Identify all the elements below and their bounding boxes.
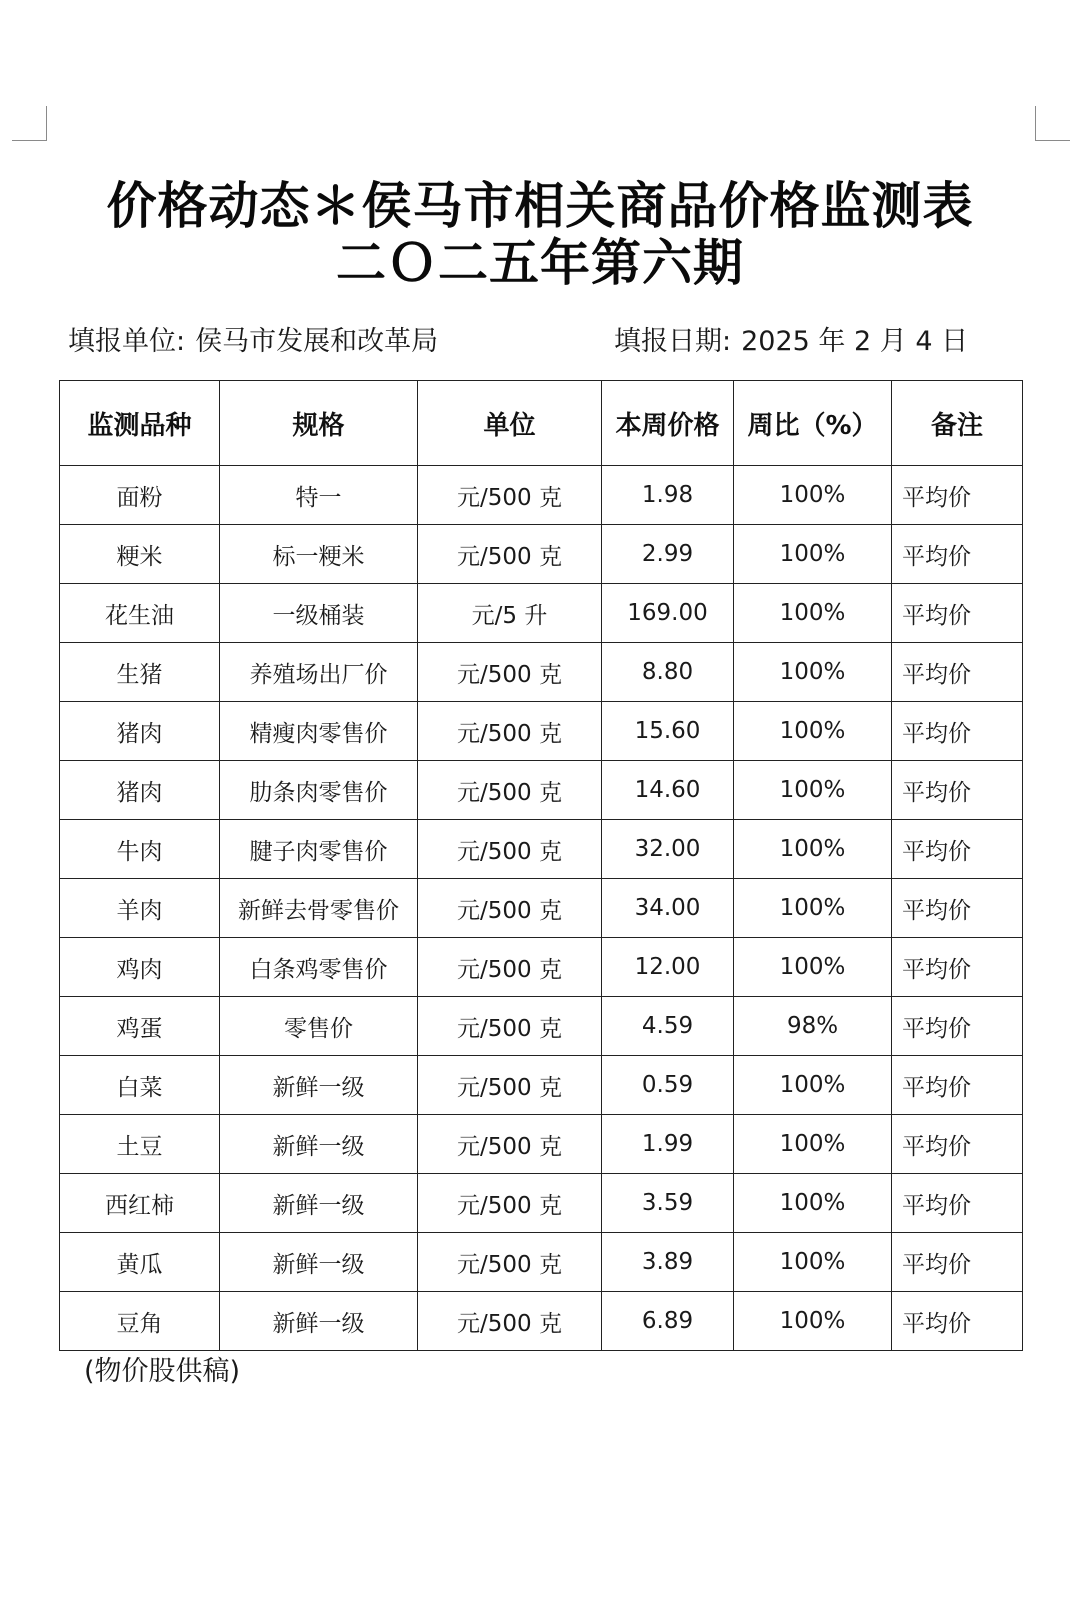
- cell-category: 生猪: [60, 643, 220, 702]
- reporting-date: [614, 322, 968, 362]
- cell-category: 牛肉: [60, 820, 220, 879]
- table-row: [60, 938, 1023, 997]
- cell-week-ratio: 100%: [734, 1115, 892, 1174]
- cell-unit: 元/500 克: [418, 938, 602, 997]
- cell-note: 平均价: [892, 466, 1023, 525]
- cell-price: 2.99: [602, 525, 734, 584]
- table-header-row: [60, 381, 1023, 466]
- cell-note: 平均价: [892, 997, 1023, 1056]
- cell-note: 平均价: [892, 879, 1023, 938]
- reporting-date-value: 2025 年 2 月 4 日: [741, 326, 969, 357]
- cell-spec: 腱子肉零售价: [220, 820, 418, 879]
- cell-category: 豆角: [60, 1292, 220, 1351]
- cell-unit: 元/500 克: [418, 702, 602, 761]
- cell-spec: 一级桶装: [220, 584, 418, 643]
- cell-price: 3.89: [602, 1233, 734, 1292]
- cell-category: 鸡蛋: [60, 997, 220, 1056]
- table-row: [60, 1233, 1023, 1292]
- cell-unit: 元/500 克: [418, 466, 602, 525]
- cell-week-ratio: 98%: [734, 997, 892, 1056]
- cell-unit: 元/500 克: [418, 820, 602, 879]
- cell-category: 猪肉: [60, 702, 220, 761]
- cell-spec: 标一粳米: [220, 525, 418, 584]
- table-row: [60, 1292, 1023, 1351]
- cell-unit: 元/500 克: [418, 1056, 602, 1115]
- cell-price: 4.59: [602, 997, 734, 1056]
- cell-price: 1.99: [602, 1115, 734, 1174]
- cell-week-ratio: 100%: [734, 1174, 892, 1233]
- cell-week-ratio: 100%: [734, 1233, 892, 1292]
- cell-unit: 元/500 克: [418, 643, 602, 702]
- cell-price: 14.60: [602, 761, 734, 820]
- cell-unit: 元/500 克: [418, 1233, 602, 1292]
- reporting-unit-value: 侯马市发展和改革局: [195, 326, 439, 357]
- cell-price: 34.00: [602, 879, 734, 938]
- cell-spec: 肋条肉零售价: [220, 761, 418, 820]
- table-row: [60, 1056, 1023, 1115]
- cell-unit: 元/5 升: [418, 584, 602, 643]
- cell-price: 1.98: [602, 466, 734, 525]
- header-note: 备注: [892, 381, 1023, 466]
- cell-note: 平均价: [892, 820, 1023, 879]
- reporting-unit: [68, 322, 438, 362]
- cell-price: 0.59: [602, 1056, 734, 1115]
- table-row: [60, 997, 1023, 1056]
- cell-note: 平均价: [892, 938, 1023, 997]
- cell-unit: 元/500 克: [418, 525, 602, 584]
- cell-note: 平均价: [892, 761, 1023, 820]
- cell-note: 平均价: [892, 1292, 1023, 1351]
- cell-unit: 元/500 克: [418, 997, 602, 1056]
- reporting-date-label: 填报日期:: [614, 326, 732, 357]
- cell-spec: 特一: [220, 466, 418, 525]
- cell-spec: 新鲜一级: [220, 1292, 418, 1351]
- cell-note: 平均价: [892, 702, 1023, 761]
- table-row: [60, 643, 1023, 702]
- cell-spec: 新鲜一级: [220, 1056, 418, 1115]
- cell-spec: 白条鸡零售价: [220, 938, 418, 997]
- cell-week-ratio: 100%: [734, 525, 892, 584]
- cell-category: 西红柿: [60, 1174, 220, 1233]
- reporting-unit-label: 填报单位:: [68, 326, 186, 357]
- cell-category: 鸡肉: [60, 938, 220, 997]
- cell-week-ratio: 100%: [734, 820, 892, 879]
- cell-week-ratio: 100%: [734, 879, 892, 938]
- cell-week-ratio: 100%: [734, 938, 892, 997]
- document-issue: 二Ｏ二五年第六期: [336, 234, 744, 292]
- source-note: (物价股供稿): [84, 1356, 241, 1387]
- table-row: [60, 525, 1023, 584]
- cell-unit: 元/500 克: [418, 1292, 602, 1351]
- table-row: [60, 702, 1023, 761]
- cell-category: 土豆: [60, 1115, 220, 1174]
- cell-note: 平均价: [892, 1115, 1023, 1174]
- cell-category: 猪肉: [60, 761, 220, 820]
- cell-price: 8.80: [602, 643, 734, 702]
- cell-spec: 新鲜一级: [220, 1174, 418, 1233]
- cell-price: 3.59: [602, 1174, 734, 1233]
- cell-spec: 零售价: [220, 997, 418, 1056]
- cell-week-ratio: 100%: [734, 643, 892, 702]
- cell-price: 12.00: [602, 938, 734, 997]
- cell-unit: 元/500 克: [418, 761, 602, 820]
- cell-note: 平均价: [892, 525, 1023, 584]
- cell-category: 花生油: [60, 584, 220, 643]
- table-row: [60, 466, 1023, 525]
- table-row: [60, 1115, 1023, 1174]
- cell-note: 平均价: [892, 1233, 1023, 1292]
- price-monitoring-table: [59, 380, 1023, 1351]
- table-row: [60, 761, 1023, 820]
- table-row: [60, 1174, 1023, 1233]
- cell-spec: 养殖场出厂价: [220, 643, 418, 702]
- header-price: 本周价格: [602, 381, 734, 466]
- header-spec: 规格: [220, 381, 418, 466]
- header-unit: 单位: [418, 381, 602, 466]
- header-category: 监测品种: [60, 381, 220, 466]
- table-body: [60, 466, 1023, 1351]
- cell-category: 粳米: [60, 525, 220, 584]
- cell-spec: 新鲜去骨零售价: [220, 879, 418, 938]
- cell-unit: 元/500 克: [418, 1115, 602, 1174]
- cell-category: 羊肉: [60, 879, 220, 938]
- cell-note: 平均价: [892, 584, 1023, 643]
- table-row: [60, 879, 1023, 938]
- cell-unit: 元/500 克: [418, 879, 602, 938]
- cell-spec: 新鲜一级: [220, 1233, 418, 1292]
- cell-unit: 元/500 克: [418, 1174, 602, 1233]
- cell-week-ratio: 100%: [734, 1292, 892, 1351]
- cell-note: 平均价: [892, 643, 1023, 702]
- header-week-ratio: 周比（%）: [734, 381, 892, 466]
- cell-price: 6.89: [602, 1292, 734, 1351]
- cell-week-ratio: 100%: [734, 584, 892, 643]
- cell-category: 面粉: [60, 466, 220, 525]
- cell-week-ratio: 100%: [734, 761, 892, 820]
- cell-week-ratio: 100%: [734, 1056, 892, 1115]
- cell-note: 平均价: [892, 1056, 1023, 1115]
- cell-week-ratio: 100%: [734, 466, 892, 525]
- cell-week-ratio: 100%: [734, 702, 892, 761]
- table-row: [60, 820, 1023, 879]
- cell-note: 平均价: [892, 1174, 1023, 1233]
- document-title: 价格动态＊侯马市相关商品价格监测表: [106, 177, 974, 235]
- cell-price: 32.00: [602, 820, 734, 879]
- crop-mark-top-right: [1035, 106, 1070, 141]
- cell-spec: 新鲜一级: [220, 1115, 418, 1174]
- cell-spec: 精瘦肉零售价: [220, 702, 418, 761]
- crop-mark-top-left: [12, 106, 47, 141]
- cell-category: 白菜: [60, 1056, 220, 1115]
- cell-category: 黄瓜: [60, 1233, 220, 1292]
- cell-price: 169.00: [602, 584, 734, 643]
- cell-price: 15.60: [602, 702, 734, 761]
- table-row: [60, 584, 1023, 643]
